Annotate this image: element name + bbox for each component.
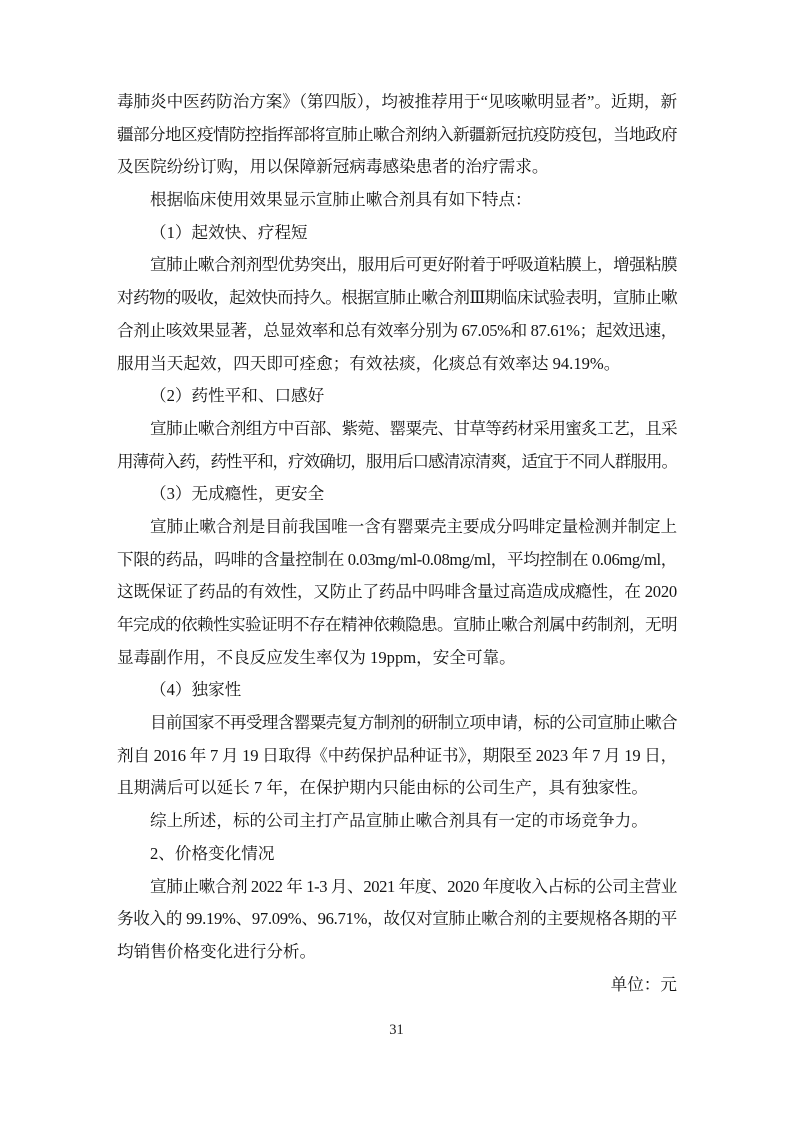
text-line xyxy=(117,217,677,250)
text-line xyxy=(117,772,677,805)
text-line xyxy=(117,707,677,740)
text-line xyxy=(117,609,677,642)
text-line-content: 疆部分地区疫情防控指挥部将宣肺止嗽合剂纳入新疆新冠抗疫防疫包，当地政府 xyxy=(117,124,677,144)
text-line xyxy=(117,740,677,773)
text-line xyxy=(117,184,677,217)
text-line xyxy=(117,936,677,969)
text-line xyxy=(117,348,677,381)
text-line xyxy=(117,446,677,479)
text-line-content: 对药物的吸收，起效快而持久。根据宣肺止嗽合剂Ⅲ期临床试验表明，宣肺止嗽 xyxy=(117,288,677,308)
text-line xyxy=(117,511,677,544)
text-block xyxy=(117,86,677,1001)
text-line xyxy=(117,86,677,119)
text-line-content: （4）独家性 xyxy=(150,680,242,700)
text-line xyxy=(117,871,677,904)
text-line-content: 宣肺止嗽合剂 2022 年 1-3 月、2021 年度、2020 年度收入占标的公司主营业 xyxy=(150,876,677,896)
text-line-content: 剂自 2016 年 7 月 19 日取得《中药保护品种证书》，期限至 2023 年 7 月 19 日， xyxy=(117,745,677,765)
text-line xyxy=(117,478,677,511)
page-number: 31 xyxy=(389,1022,404,1038)
text-line-content: 毒肺炎中医药防治方案》（第四版），均被推荐用于“见咳嗽明显者”。近期，新 xyxy=(117,92,677,111)
text-line xyxy=(117,544,677,577)
text-line-content: 根据临床使用效果显示宣肺止嗽合剂具有如下特点： xyxy=(150,190,532,210)
text-line-content: 均销售价格变化进行分析。 xyxy=(117,941,317,961)
text-line xyxy=(117,805,677,838)
text-line xyxy=(117,249,677,282)
text-line xyxy=(117,674,677,707)
text-line-content: （3）无成瘾性，更安全 xyxy=(150,484,325,504)
text-line-content: 服用当天起效，四天即可痊愈；有效祛痰，化痰总有效率达 94.19%。 xyxy=(117,353,621,373)
text-line-content: 合剂止咳效果显著，总显效率和总有效率分别为 67.05%和 87.61%；起效迅速， xyxy=(117,320,677,340)
text-line-content: 务收入的 99.19%、97.09%、96.71%，故仅对宣肺止嗽合剂的主要规格各期的平 xyxy=(117,909,677,929)
page-footer xyxy=(0,1021,793,1039)
text-line-content: 下限的药品，吗啡的含量控制在 0.03mg/ml-0.08mg/ml，平均控制在 0.06mg/ml， xyxy=(117,549,677,569)
text-line-content: 目前国家不再受理含罂粟壳复方制剂的研制立项申请，标的公司宣肺止嗽合 xyxy=(150,713,677,733)
text-line-content: 2、价格变化情况 xyxy=(150,843,275,863)
text-line-content: 且期满后可以延长 7 年，在保护期内只能由标的公司生产，具有独家性。 xyxy=(117,778,648,798)
text-line-content: 宣肺止嗽合剂是目前我国唯一含有罂粟壳主要成分吗啡定量检测并制定上 xyxy=(150,516,677,536)
text-line xyxy=(117,969,677,1002)
text-line-content: 年完成的依赖性实验证明不存在精神依赖隐患。宣肺止嗽合剂属中药制剂，无明 xyxy=(117,615,677,634)
text-line xyxy=(117,315,677,348)
text-line xyxy=(117,119,677,152)
text-line-content: 用薄荷入药，药性平和，疗效确切，服用后口感清凉清爽，适宜于不同人群服用。 xyxy=(117,451,677,471)
text-line xyxy=(117,903,677,936)
text-line-content: （2）药性平和、口感好 xyxy=(150,386,325,406)
text-line-content: （1）起效快、疗程短 xyxy=(150,222,308,242)
text-line-content: 综上所述，标的公司主打产品宣肺止嗽合剂具有一定的市场竞争力。 xyxy=(150,811,648,831)
text-line-content: 宣肺止嗽合剂剂型优势突出，服用后可更好附着于呼吸道粘膜上，增强粘膜 xyxy=(150,255,677,275)
text-line xyxy=(117,282,677,315)
text-line-content: 宣肺止嗽合剂组方中百部、紫菀、罂粟壳、甘草等药材采用蜜炙工艺，且采 xyxy=(150,418,677,438)
text-line-content: 单位：元 xyxy=(610,974,677,994)
text-line-content: 及医院纷纷订购，用以保障新冠病毒感染患者的治疗需求。 xyxy=(117,157,549,177)
text-line xyxy=(117,413,677,446)
text-line xyxy=(117,642,677,675)
text-line-content: 这既保证了药品的有效性，又防止了药品中吗啡含量过高造成成瘾性，在 2020 xyxy=(117,582,677,602)
text-line xyxy=(117,380,677,413)
text-line xyxy=(117,576,677,609)
text-line xyxy=(117,838,677,871)
text-line-content: 显毒副作用，不良反应发生率仅为 19ppm，安全可靠。 xyxy=(117,647,516,667)
text-line xyxy=(117,151,677,184)
